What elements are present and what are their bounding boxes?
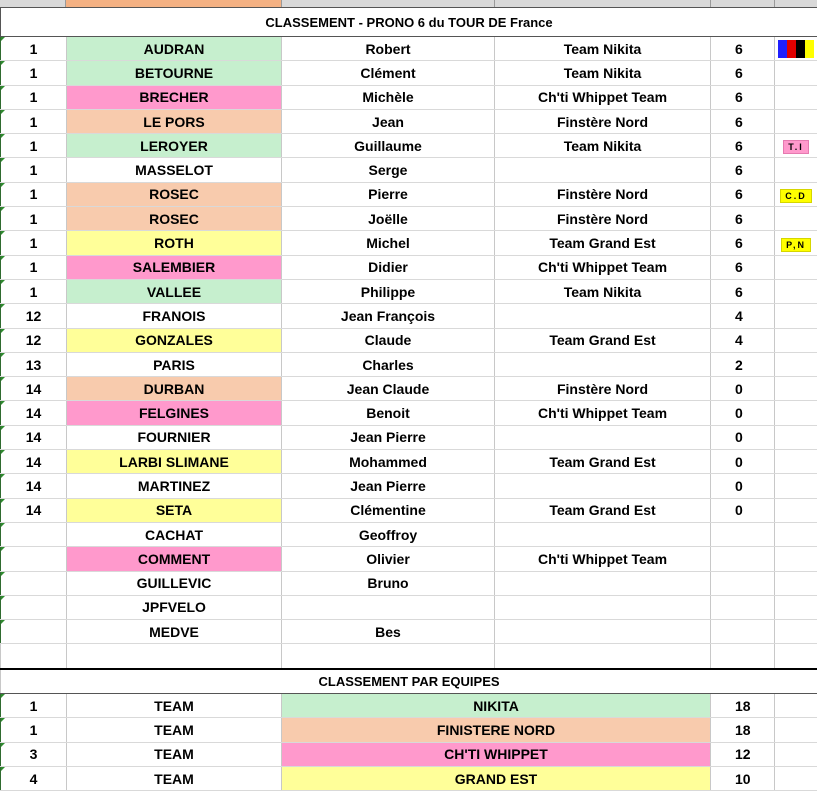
player-row [1,547,817,571]
rank-cell[interactable] [1,571,67,595]
team-cell[interactable] [495,474,711,498]
note-cell[interactable] [775,207,817,231]
team-cell[interactable] [495,352,711,376]
team-cell[interactable]: Finstère Nord [495,377,711,401]
points-cell[interactable]: 6 [711,279,775,303]
first-name-cell[interactable]: Benoit [282,401,495,425]
rank-cell[interactable]: 1 [1,231,67,255]
player-row [1,134,817,158]
first-name-cell[interactable]: Bes [282,620,495,644]
team-row [1,742,817,766]
last-name-cell[interactable]: AUDRAN [67,37,282,61]
points-cell[interactable]: 0 [711,425,775,449]
flag-icon [778,40,814,58]
first-name-cell[interactable]: Jean Claude [282,377,495,401]
team-cell[interactable]: Team Grand Est [495,450,711,474]
empty-cell[interactable] [711,644,775,669]
first-name-cell[interactable] [282,595,495,619]
points-cell[interactable]: 6 [711,37,775,61]
team-rank-cell[interactable]: 1 [1,694,67,718]
last-name-cell[interactable]: SETA [67,498,282,522]
note-cell[interactable] [775,304,817,328]
team-cell[interactable]: Finstère Nord [495,109,711,133]
points-cell[interactable]: 6 [711,231,775,255]
team-ranking-title: CLASSEMENT PAR EQUIPES [1,669,817,694]
team-row [1,718,817,742]
last-name-cell[interactable]: GONZALES [67,328,282,352]
team-row [1,766,817,790]
team-label-cell[interactable]: TEAM [67,766,282,790]
rank-cell[interactable]: 13 [1,352,67,376]
note-cell[interactable] [775,158,817,182]
first-name-cell[interactable]: Jean François [282,304,495,328]
points-cell[interactable]: 4 [711,328,775,352]
team-points-cell[interactable]: 18 [711,694,775,718]
rank-cell[interactable]: 1 [1,37,67,61]
team-cell[interactable] [495,620,711,644]
note-cell[interactable] [775,377,817,401]
team-note-cell[interactable] [775,766,817,790]
last-name-cell[interactable]: SALEMBIER [67,255,282,279]
player-row [1,207,817,231]
last-name-cell[interactable]: BETOURNE [67,61,282,85]
player-row [1,450,817,474]
player-row [1,85,817,109]
team-rank-cell[interactable]: 1 [1,718,67,742]
first-name-cell[interactable]: Mohammed [282,450,495,474]
header-separator [494,0,495,7]
jersey-badge: T.I [783,140,809,154]
player-row [1,304,817,328]
points-cell[interactable] [711,547,775,571]
last-name-cell[interactable]: MARTINEZ [67,474,282,498]
note-cell[interactable] [775,401,817,425]
team-cell[interactable]: Finstère Nord [495,182,711,206]
first-name-cell[interactable]: Philippe [282,279,495,303]
team-cell[interactable]: Team Nikita [495,61,711,85]
rank-cell[interactable] [1,547,67,571]
last-name-cell[interactable]: DURBAN [67,377,282,401]
player-row [1,620,817,644]
points-cell[interactable]: 6 [711,207,775,231]
points-cell[interactable]: 6 [711,255,775,279]
points-cell[interactable]: 0 [711,498,775,522]
first-name-cell[interactable]: Jean Pierre [282,474,495,498]
flag-stripe [787,40,796,58]
last-name-cell[interactable]: PARIS [67,352,282,376]
first-name-cell[interactable]: Claude [282,328,495,352]
team-label-cell[interactable]: TEAM [67,694,282,718]
first-name-cell[interactable]: Charles [282,352,495,376]
player-row [1,498,817,522]
last-name-cell[interactable]: FOURNIER [67,425,282,449]
player-row [1,401,817,425]
team-cell[interactable] [495,304,711,328]
note-cell[interactable] [775,134,817,158]
team-points-cell[interactable]: 18 [711,718,775,742]
team-note-cell[interactable] [775,718,817,742]
first-name-cell[interactable]: Geoffroy [282,522,495,546]
rank-cell[interactable]: 14 [1,401,67,425]
points-cell[interactable]: 6 [711,61,775,85]
rank-cell[interactable]: 14 [1,450,67,474]
note-cell[interactable] [775,620,817,644]
player-row [1,425,817,449]
team-label-cell[interactable]: TEAM [67,718,282,742]
last-name-cell[interactable]: JPFVELO [67,595,282,619]
points-cell[interactable]: 2 [711,352,775,376]
rank-cell[interactable]: 12 [1,304,67,328]
team-points-cell[interactable]: 12 [711,742,775,766]
rank-cell[interactable]: 1 [1,255,67,279]
first-name-cell[interactable]: Michèle [282,85,495,109]
points-cell[interactable]: 6 [711,182,775,206]
note-cell[interactable] [775,109,817,133]
empty-cell[interactable] [495,644,711,669]
header-separator [710,0,711,7]
points-cell[interactable] [711,620,775,644]
team-rank-cell[interactable]: 4 [1,766,67,790]
points-cell[interactable]: 6 [711,109,775,133]
empty-cell[interactable] [282,644,495,669]
rank-cell[interactable] [1,620,67,644]
points-cell[interactable]: 6 [711,158,775,182]
player-row [1,109,817,133]
points-cell[interactable] [711,522,775,546]
points-cell[interactable] [711,571,775,595]
flag-stripe [805,40,814,58]
points-cell[interactable]: 4 [711,304,775,328]
first-name-cell[interactable]: Clémentine [282,498,495,522]
rank-cell[interactable]: 1 [1,158,67,182]
team-rank-cell[interactable]: 3 [1,742,67,766]
team-name-cell[interactable]: FINISTERE NORD [282,718,711,742]
player-row [1,377,817,401]
header-orange-band [66,0,281,7]
team-row [1,694,817,718]
rank-cell[interactable]: 14 [1,474,67,498]
column-header-strip [0,0,817,7]
rank-cell[interactable]: 1 [1,134,67,158]
points-cell[interactable]: 6 [711,85,775,109]
first-name-cell[interactable]: Pierre [282,182,495,206]
note-cell[interactable] [775,450,817,474]
note-cell[interactable] [775,547,817,571]
last-name-cell[interactable]: FELGINES [67,401,282,425]
player-row [1,595,817,619]
rank-cell[interactable] [1,522,67,546]
team-cell[interactable]: Team Nikita [495,279,711,303]
rank-cell[interactable]: 1 [1,279,67,303]
note-cell[interactable] [775,498,817,522]
last-name-cell[interactable]: GUILLEVIC [67,571,282,595]
player-row [1,522,817,546]
team-cell[interactable]: Team Grand Est [495,328,711,352]
team-cell[interactable] [495,595,711,619]
team-name-cell[interactable]: NIKITA [282,694,711,718]
sheet-title: CLASSEMENT - PRONO 6 du TOUR DE France [1,8,817,37]
first-name-cell[interactable]: Michel [282,231,495,255]
blank-row [1,644,817,669]
player-row [1,255,817,279]
last-name-cell[interactable]: ROSEC [67,207,282,231]
team-note-cell[interactable] [775,694,817,718]
first-name-cell[interactable]: Olivier [282,547,495,571]
team-cell[interactable]: Team Nikita [495,37,711,61]
team-title-row [1,669,817,694]
team-points-cell[interactable]: 10 [711,766,775,790]
first-name-cell[interactable]: Jean [282,109,495,133]
flag-stripe [778,40,787,58]
player-row [1,61,817,85]
last-name-cell[interactable]: CACHAT [67,522,282,546]
points-cell[interactable] [711,595,775,619]
player-row [1,158,817,182]
rank-cell[interactable]: 1 [1,109,67,133]
note-cell[interactable] [775,37,817,61]
team-cell[interactable] [495,571,711,595]
rank-cell[interactable]: 12 [1,328,67,352]
note-cell[interactable] [775,85,817,109]
team-cell[interactable]: Ch'ti Whippet Team [495,255,711,279]
last-name-cell[interactable]: LARBI SLIMANE [67,450,282,474]
jersey-badge: C.D [780,189,812,203]
header-separator [65,0,66,7]
team-name-cell[interactable]: GRAND EST [282,766,711,790]
player-row [1,474,817,498]
player-row [1,231,817,255]
first-name-cell[interactable]: Bruno [282,571,495,595]
last-name-cell[interactable]: VALLEE [67,279,282,303]
first-name-cell[interactable]: Joëlle [282,207,495,231]
player-row [1,571,817,595]
team-cell[interactable]: Team Grand Est [495,498,711,522]
points-cell[interactable]: 6 [711,134,775,158]
last-name-cell[interactable]: LEROYER [67,134,282,158]
first-name-cell[interactable]: Guillaume [282,134,495,158]
team-cell[interactable]: Ch'ti Whippet Team [495,547,711,571]
first-name-cell[interactable]: Robert [282,37,495,61]
points-cell[interactable]: 0 [711,401,775,425]
first-name-cell[interactable]: Clément [282,61,495,85]
jersey-badge: P,N [781,238,811,252]
empty-cell[interactable] [67,644,282,669]
rank-cell[interactable]: 1 [1,182,67,206]
last-name-cell[interactable]: FRANOIS [67,304,282,328]
rank-cell[interactable]: 1 [1,85,67,109]
last-name-cell[interactable]: ROTH [67,231,282,255]
rank-cell[interactable]: 14 [1,377,67,401]
team-cell[interactable]: Finstère Nord [495,207,711,231]
last-name-cell[interactable]: LE PORS [67,109,282,133]
flag-stripe [796,40,805,58]
player-row [1,37,817,61]
points-cell[interactable]: 0 [711,474,775,498]
note-cell[interactable] [775,425,817,449]
first-name-cell[interactable]: Jean Pierre [282,425,495,449]
header-separator [281,0,282,7]
last-name-cell[interactable]: COMMENT [67,547,282,571]
note-cell[interactable] [775,474,817,498]
note-cell[interactable] [775,595,817,619]
team-cell[interactable]: Team Nikita [495,134,711,158]
team-note-cell[interactable] [775,742,817,766]
team-label-cell[interactable]: TEAM [67,742,282,766]
ranking-sheet [0,7,817,791]
note-cell[interactable] [775,231,817,255]
team-cell[interactable]: Ch'ti Whippet Team [495,85,711,109]
note-cell[interactable] [775,522,817,546]
last-name-cell[interactable]: BRECHER [67,85,282,109]
note-cell[interactable] [775,352,817,376]
empty-cell[interactable] [1,644,67,669]
team-cell[interactable] [495,522,711,546]
rank-cell[interactable]: 1 [1,61,67,85]
rank-cell[interactable]: 14 [1,425,67,449]
rank-cell[interactable]: 14 [1,498,67,522]
rank-cell[interactable]: 1 [1,207,67,231]
team-cell[interactable]: Ch'ti Whippet Team [495,401,711,425]
rank-cell[interactable] [1,595,67,619]
note-cell[interactable] [775,61,817,85]
player-row [1,279,817,303]
team-cell[interactable]: Team Grand Est [495,231,711,255]
note-cell[interactable] [775,255,817,279]
player-row [1,352,817,376]
empty-cell[interactable] [775,644,817,669]
title-row [1,8,817,37]
player-row [1,182,817,206]
header-separator [774,0,775,7]
team-cell[interactable] [495,158,711,182]
note-cell[interactable] [775,182,817,206]
note-cell[interactable] [775,571,817,595]
first-name-cell[interactable]: Didier [282,255,495,279]
note-cell[interactable] [775,328,817,352]
sheet-body [1,8,817,791]
team-cell[interactable] [495,425,711,449]
team-name-cell[interactable]: CH'TI WHIPPET [282,742,711,766]
first-name-cell[interactable]: Serge [282,158,495,182]
last-name-cell[interactable]: MEDVE [67,620,282,644]
last-name-cell[interactable]: MASSELOT [67,158,282,182]
last-name-cell[interactable]: ROSEC [67,182,282,206]
player-row [1,328,817,352]
note-cell[interactable] [775,279,817,303]
points-cell[interactable]: 0 [711,450,775,474]
points-cell[interactable]: 0 [711,377,775,401]
